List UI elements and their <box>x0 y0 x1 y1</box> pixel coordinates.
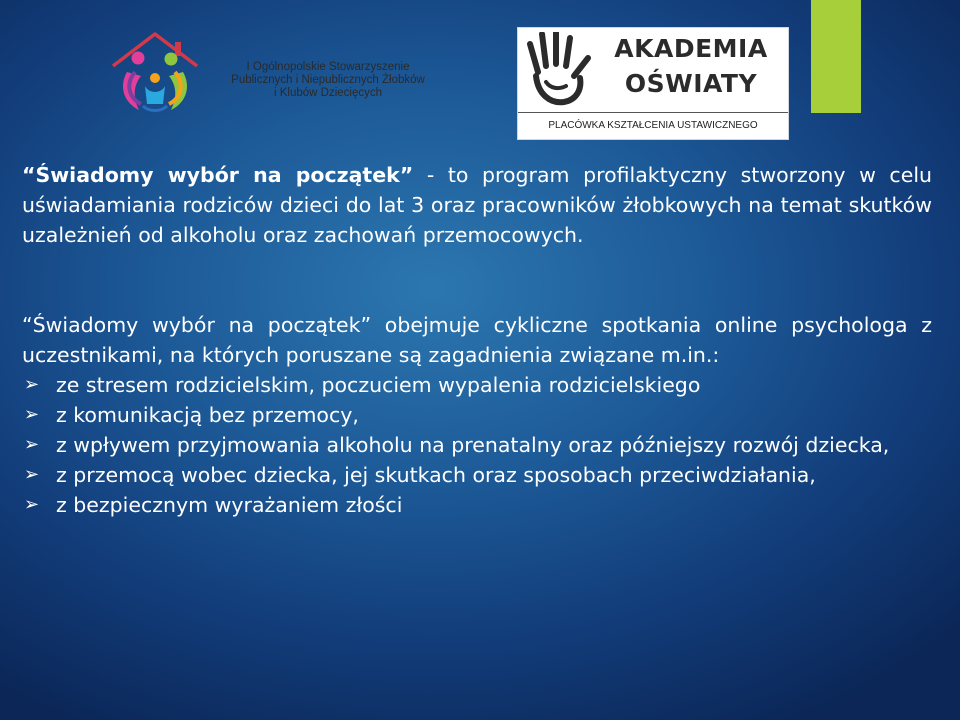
slide-content <box>22 160 932 520</box>
list-item <box>22 430 932 460</box>
list-item <box>22 460 932 490</box>
green-accent-bar <box>811 0 861 113</box>
topics-list <box>22 370 932 520</box>
arrow-bullet-icon: ➢ <box>24 404 40 425</box>
arrow-bullet-icon: ➢ <box>24 374 40 395</box>
list-item-text: z przemocą wobec dziecka, jej skutkach oraz sposobach przeciwdziałania, <box>56 463 816 487</box>
intro-paragraph <box>22 160 932 250</box>
description-paragraph: “Świadomy wybór na początek” obejmuje cykliczne spotkania online psychologa z uczestnikami, na których poruszane są zagadnienia związane m.in.: <box>22 313 932 367</box>
list-item-text: z wpływem przyjmowania alkoholu na prenatalny oraz późniejszy rozwój dziecka, <box>56 433 890 457</box>
list-item <box>22 490 932 520</box>
family-house-icon <box>105 28 205 120</box>
logo-title-oswiaty: OŚWIATY <box>624 69 758 98</box>
association-name-line3: i Klubów Dziecięcych <box>273 87 382 99</box>
list-item-text: z komunikacją bez przemocy, <box>56 403 359 427</box>
association-name-line1: I Ogólnopolskie Stowarzyszenie <box>246 61 410 73</box>
logo-divider <box>518 112 788 113</box>
list-item <box>22 370 932 400</box>
list-item <box>22 400 932 430</box>
arrow-bullet-icon: ➢ <box>24 494 40 515</box>
association-logo <box>105 28 445 128</box>
list-item-text: z bezpiecznym wyrażaniem złości <box>56 493 403 517</box>
logo-title-akademia: AKADEMIA <box>614 34 768 63</box>
logo-subtitle: PLACÓWKA KSZTAŁCENIA USTAWICZNEGO <box>548 120 758 131</box>
program-name-bold: “Świadomy wybór na początek” <box>22 163 414 187</box>
association-name-line2: Publicznych i Niepublicznych Żłobków <box>231 74 425 86</box>
akademia-oswiaty-logo <box>517 27 789 140</box>
arrow-bullet-icon: ➢ <box>24 434 40 455</box>
hand-icon <box>526 32 596 106</box>
arrow-bullet-icon: ➢ <box>24 464 40 485</box>
intro-paragraph-text: - to program profilaktyczny stworzony w celu uświadamiania rodziców dzieci do lat 3 oraz pracowników żłobkowych na temat skutków uzależnień od alkoholu oraz zachowań przemocowych. <box>22 163 933 247</box>
list-item-text: ze stresem rodzicielskim, poczuciem wypalenia rodzicielskiego <box>56 373 701 397</box>
